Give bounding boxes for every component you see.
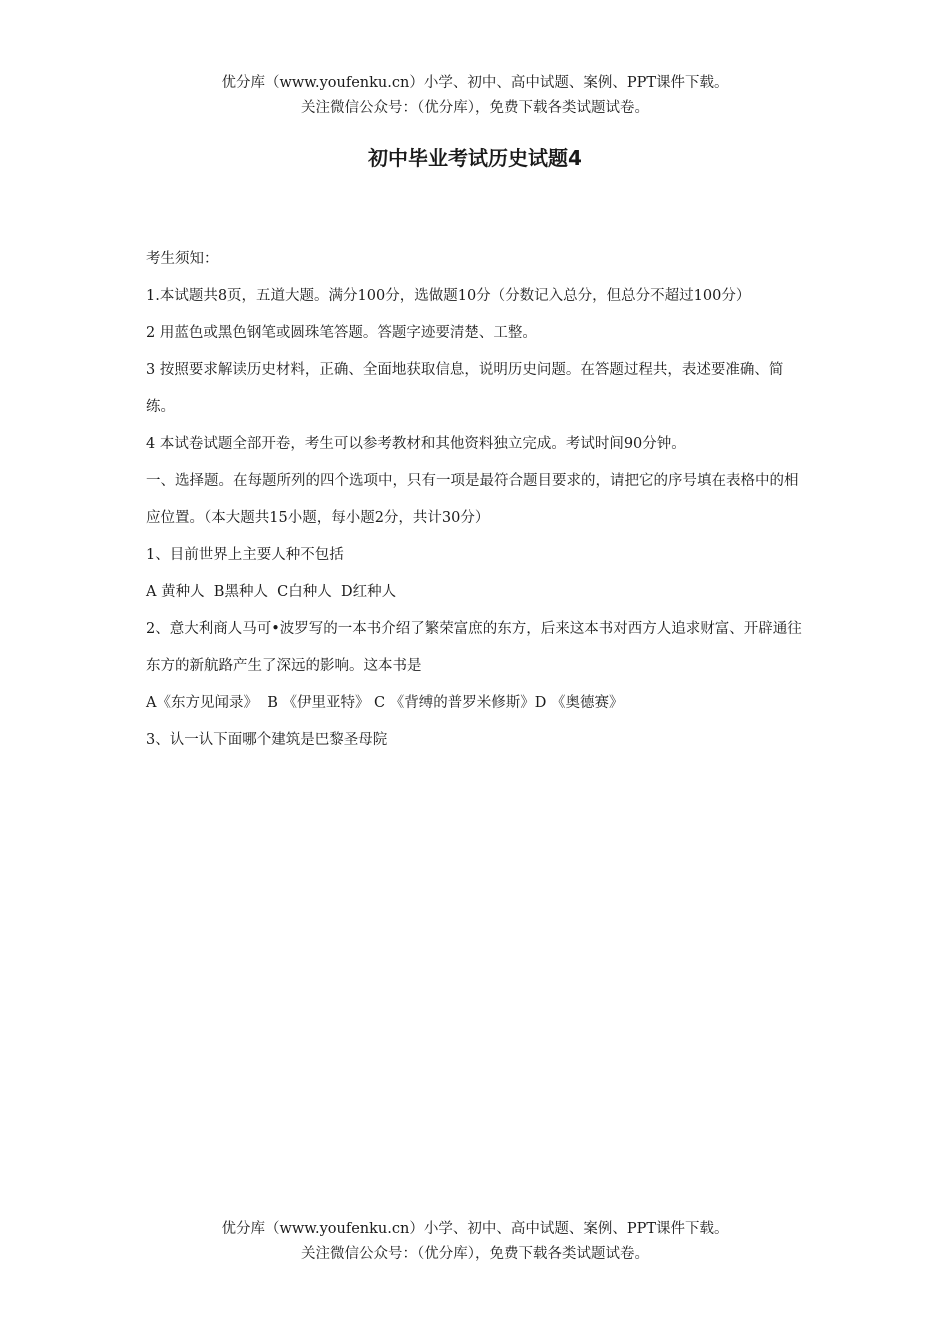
header-line-2: 关注微信公众号：（优分库），免费下载各类试题试卷。 <box>301 100 649 116</box>
notice-heading: 考生须知： <box>146 251 219 267</box>
header-line-1: 优分库（www.youfenku.cn）小学、初中、高中试题、案例、PPT课件下载。 <box>221 75 729 91</box>
question-3-stem: 3、认一认下面哪个建筑是巴黎圣母院 <box>146 732 388 748</box>
page-header <box>0 71 950 121</box>
document-body <box>146 241 806 759</box>
question-2-stem: 2、意大利商人马可•波罗写的一本书介绍了繁荣富庶的东方，后来这本书对西方人追求财富、开辟通往东方的新航路产生了深远的影响。这本书是 <box>146 621 802 674</box>
question-1-stem: 1、目前世界上主要人种不包括 <box>146 547 344 563</box>
question-2-options: A《东方见闻录》 B 《伊里亚特》 C 《背缚的普罗米修斯》D 《奥德赛》 <box>146 695 624 711</box>
footer-line-1: 优分库（www.youfenku.cn）小学、初中、高中试题、案例、PPT课件下载。 <box>221 1221 729 1237</box>
question-1-options: A 黄种人 B黑种人 C白种人 D红种人 <box>146 584 397 600</box>
notice-item-3: 3 按照要求解读历史材料，正确、全面地获取信息，说明历史问题。在答题过程共，表述要准确、简练。 <box>146 362 784 415</box>
page-footer <box>0 1217 950 1267</box>
notice-item-2: 2 用蓝色或黑色钢笔或圆珠笔答题。答题字迹要清楚、工整。 <box>146 325 537 341</box>
notice-item-1: 1.本试题共8页，五道大题。满分100分，选做题10分（分数记入总分，但总分不超过100分） <box>146 288 751 304</box>
notice-item-4: 4 本试卷试题全部开卷，考生可以参考教材和其他资料独立完成。考试时间90分钟。 <box>146 436 686 452</box>
section-1-heading: 一、选择题。在每题所列的四个选项中，只有一项是最符合题目要求的，请把它的序号填在表格中的相应位置。（本大题共15小题，每小题2分，共计30分） <box>146 473 799 526</box>
footer-line-2: 关注微信公众号：（优分库），免费下载各类试题试卷。 <box>301 1246 649 1262</box>
document-title: 初中毕业考试历史试题4 <box>368 146 582 170</box>
